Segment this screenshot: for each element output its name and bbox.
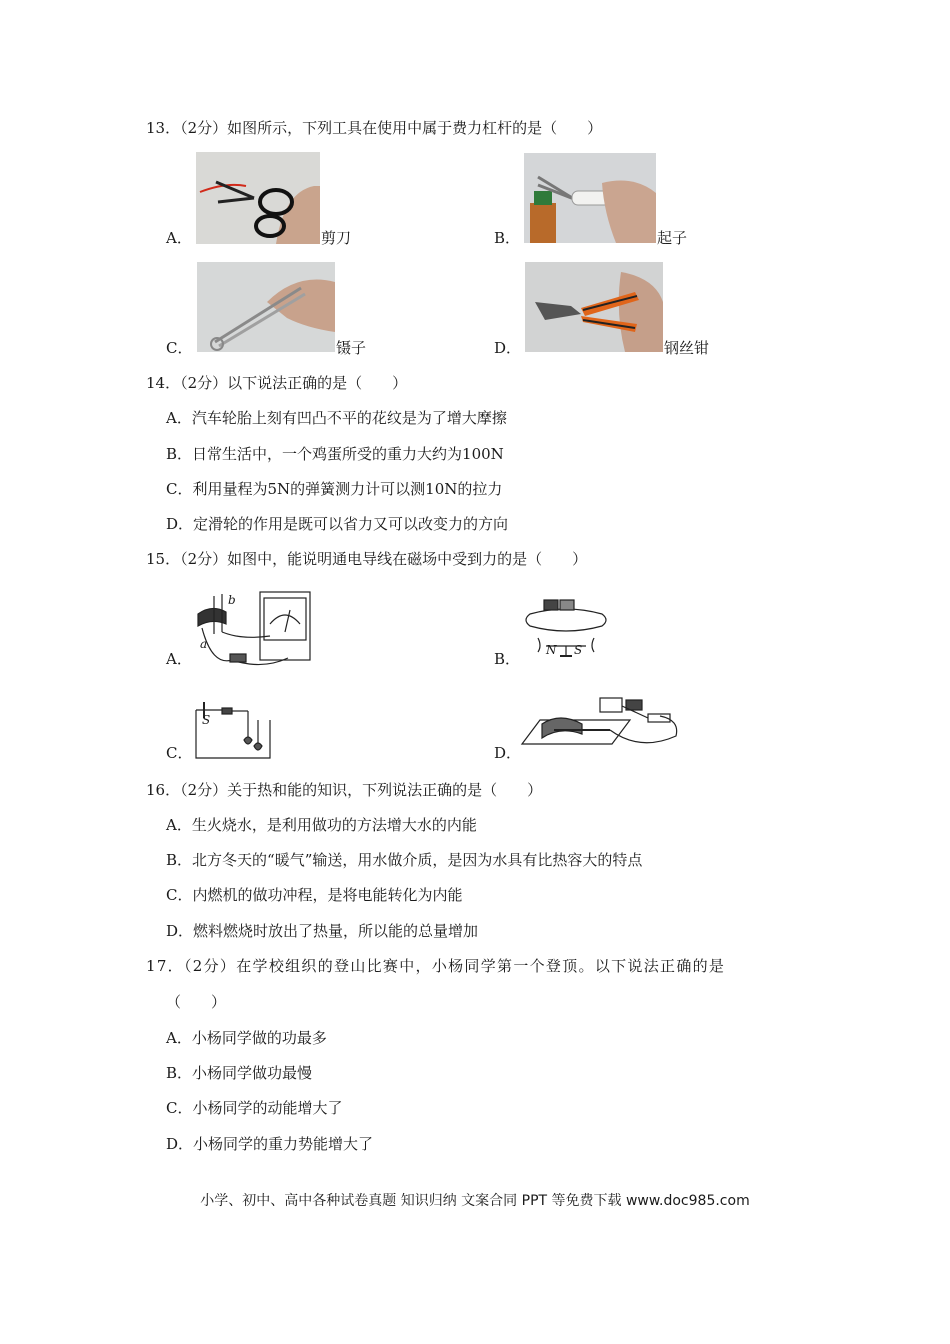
question-16-stem: 16．（2分）关于热和能的知识，下列说法正确的是（ ） [146, 781, 543, 799]
question-17-stem-bracket: （ ） [166, 993, 227, 1011]
page-footer: 小学、初中、高中各种试卷真题 知识归纳 文案合同 PPT 等免费下载 www.doc985.com [200, 1193, 750, 1209]
q17-option-d: D．小杨同学的重力势能增大了 [166, 1135, 374, 1153]
q14-option-c: C．利用量程为5N的弹簧测力计可以测10N的拉力 [166, 480, 503, 498]
q15-option-b-letter: B． [494, 650, 521, 668]
option-d-caption: 钢丝钳 [664, 339, 710, 357]
q15-option-c-letter: C． [166, 744, 193, 762]
option-a-caption: 剪刀 [321, 229, 352, 247]
option-b-caption: 起子 [657, 229, 688, 247]
question-17-stem: 17．（2分）在学校组织的登山比赛中，小杨同学第一个登顶。以下说法正确的是 [146, 957, 726, 975]
q14-option-b: B．日常生活中，一个鸡蛋所受的重力大约为100N [166, 445, 504, 463]
q16-option-b: B．北方冬天的“暖气”输送，用水做介质，是因为水具有比热容大的特点 [166, 851, 643, 869]
question-15-stem: 15．（2分）如图中，能说明通电导线在磁场中受到力的是（ ） [146, 550, 588, 568]
pliers-photo [525, 262, 663, 352]
q15-option-a-letter: A． [166, 650, 192, 668]
q16-option-a: A．生火烧水，是利用做功的方法增大水的内能 [166, 816, 477, 834]
q17-option-a: A．小杨同学做的功最多 [166, 1029, 327, 1047]
option-d-letter: D． [494, 339, 522, 357]
q16-option-c: C．内燃机的做功冲程，是将电能转化为内能 [166, 886, 463, 904]
option-c-letter: C． [166, 339, 193, 357]
option-b-letter: B． [494, 229, 521, 247]
galvanometer-diagram [192, 584, 320, 668]
q17-option-c: C．小杨同学的动能增大了 [166, 1099, 343, 1117]
label-switch-s: S [202, 713, 211, 727]
q17-option-b: B．小杨同学做功最慢 [166, 1064, 313, 1082]
tweezers-photo [197, 262, 335, 352]
motor-principle-diagram [520, 690, 680, 756]
q14-option-d: D．定滑轮的作用是既可以省力又可以改变力的方向 [166, 515, 509, 533]
question-13-stem: 13．（2分）如图所示，下列工具在使用中属于费力杠杆的是（ ） [146, 119, 603, 137]
label-n: N [546, 643, 557, 657]
label-s: S [574, 643, 583, 657]
option-c-caption: 镊子 [336, 339, 367, 357]
label-a: a [200, 637, 208, 651]
q15-option-d-letter: D． [494, 744, 522, 762]
q14-option-a: A．汽车轮胎上刻有凹凸不平的花纹是为了增大摩擦 [166, 409, 507, 427]
q16-option-d: D．燃料燃烧时放出了热量，所以能的总量增加 [166, 922, 479, 940]
label-b: b [228, 593, 236, 607]
oersted-compass-diagram [520, 594, 612, 664]
scissors-photo [196, 152, 320, 244]
option-a-letter: A． [166, 229, 192, 247]
question-14-stem: 14．（2分）以下说法正确的是（ ） [146, 374, 408, 392]
electromagnet-diagram [192, 698, 274, 762]
bottle-opener-photo [524, 153, 656, 243]
